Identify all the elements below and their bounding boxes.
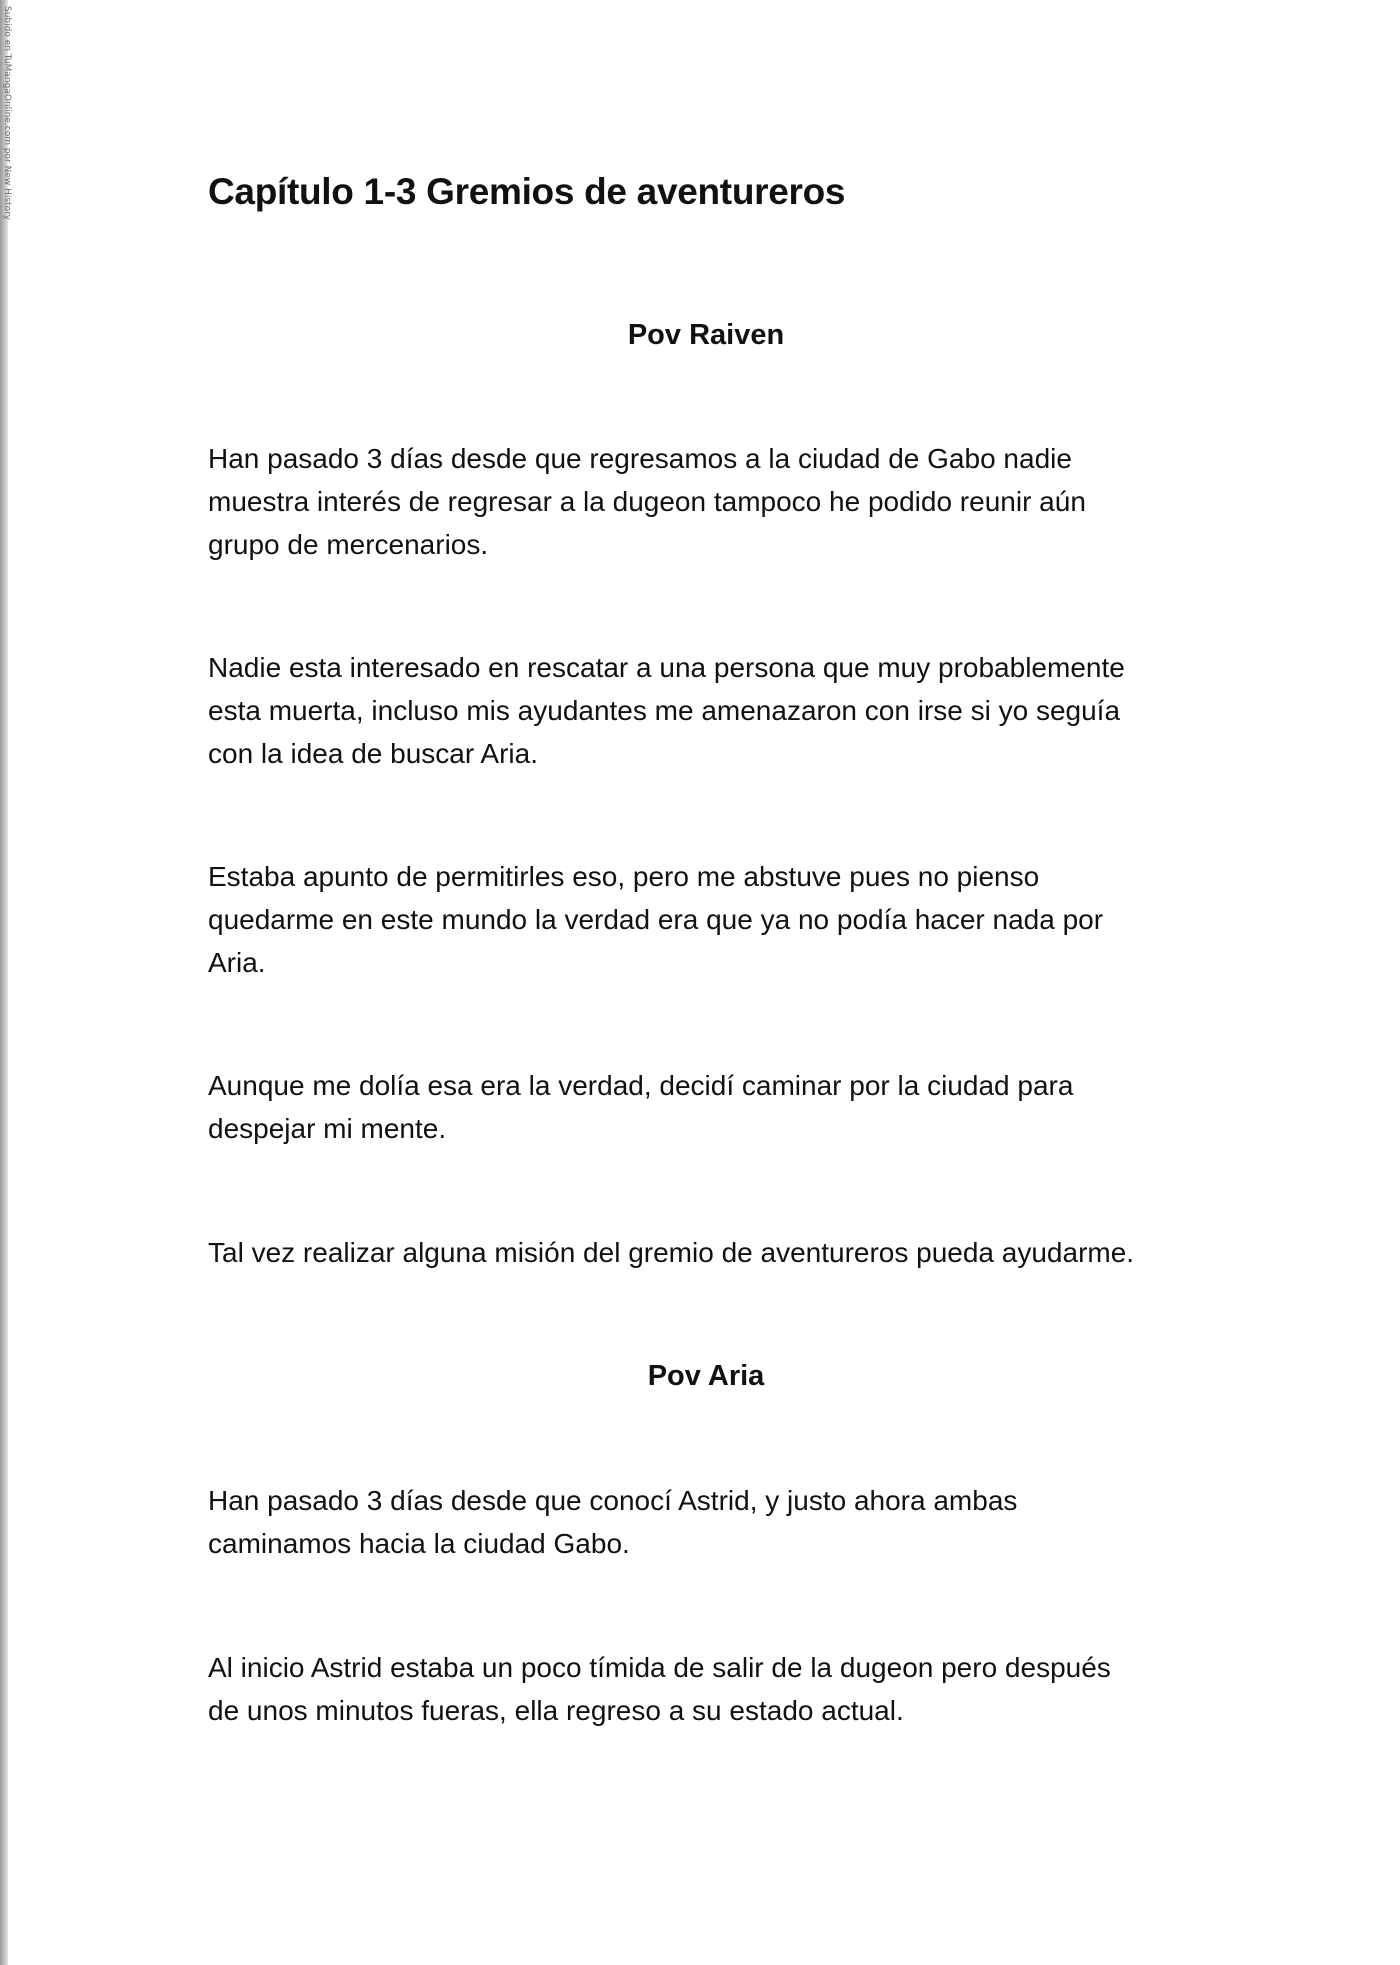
paragraph: Han pasado 3 días desde que regresamos a la ciudad de Gabo nadie muestra interés de regresar a la dugeon tampoco he podido reunir aún grupo de mercenarios. xyxy=(208,443,1086,560)
paragraph: Tal vez realizar alguna misión del gremio de aventureros pueda ayudarme. xyxy=(208,1237,1135,1268)
section-heading-pov-aria: Pov Aria xyxy=(647,1360,765,1392)
paragraph: Estaba apunto de permitirles eso, pero me abstuve pues no pienso quedarme en este mundo la verdad era que ya no podía hacer nada por Aria. xyxy=(208,861,1104,978)
chapter-title: Capítulo 1-3 Gremios de aventureros xyxy=(208,171,846,212)
paragraph: Nadie esta interesado en rescatar a una persona que muy probablemente esta muerta, incluso mis ayudantes me amenazaron con irse si yo seguía con la idea de buscar Aria. xyxy=(208,652,1125,769)
paragraph: Aunque me dolía esa era la verdad, decidí caminar por la ciudad para despejar mi mente. xyxy=(208,1070,1074,1144)
paragraph: Han pasado 3 días desde que conocí Astrid, y justo ahora ambas caminamos hacia la ciudad Gabo. xyxy=(208,1485,1018,1559)
paragraph: Al inicio Astrid estaba un poco tímida de salir de la dugeon pero después de unos minutos fueras, ella regreso a su estado actual. xyxy=(208,1652,1111,1726)
upload-watermark: Subido en TuMangaOnline.com por New History xyxy=(2,6,12,221)
section-heading-pov-raiven: Pov Raiven xyxy=(627,319,785,351)
